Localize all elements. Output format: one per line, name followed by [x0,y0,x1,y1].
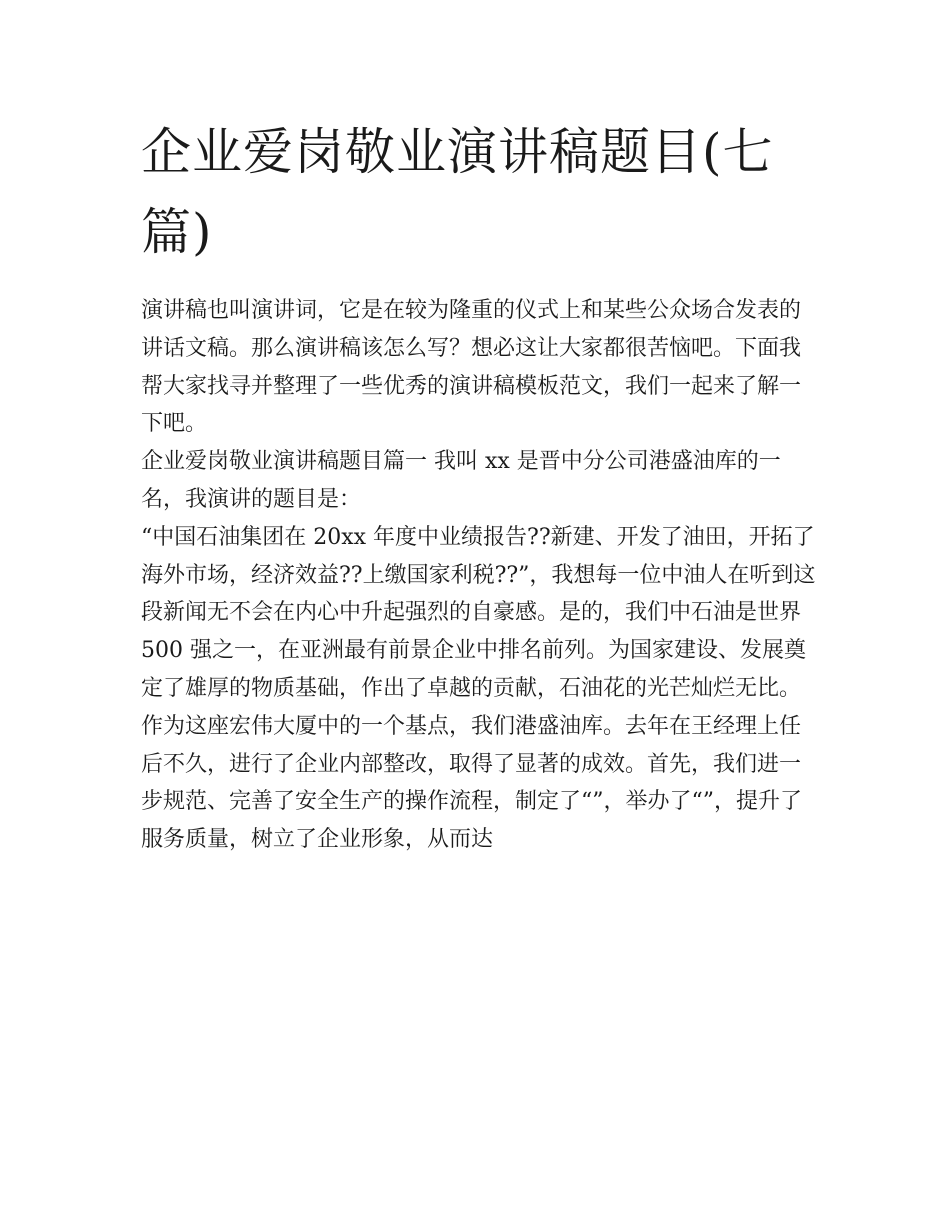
paragraph-speech-one-opening: 企业爱岗敬业演讲稿题目篇一 我叫 xx 是晋中分公司港盛油库的一名，我演讲的题目是： [141,449,781,512]
page-title: 企业爱岗敬业演讲稿题目(七篇) [141,123,774,261]
paragraph-intro: 演讲稿也叫演讲词，它是在较为隆重的仪式上和某些公众场合发表的讲话文稿。那么演讲稿该怎么写？想必这让大家都很苦恼吧。下面我帮大家找寻并整理了一些优秀的演讲稿模板范文，我们一起来了解一下吧。 [141,298,802,437]
paragraph-petrochina-report: “中国石油集团在 20xx 年度中业绩报告??新建、开发了油田，开拓了海外市场，经济效益??上缴国家利税??”，我想每一位中油人在听到这段新闻无不会在内心中升起强烈的自豪感。是的，我们中石油是世界 500 强之一，在亚洲最有前景企业中排名前列。为国家建设、发展奠定了雄厚的物质基础，作出了卓越的贡献，石油花的光芒灿烂无比。 [141,524,816,701]
document-body [141,292,820,859]
paragraph-oil-depot: 作为这座宏伟大厦中的一个基点，我们港盛油库。去年在王经理上任后不久，进行了企业内部整改，取得了显著的成效。首先，我们进一步规范、完善了安全生产的操作流程，制定了“”，举办了“”，提升了服务质量，树立了企业形象，从而达 [141,713,802,853]
